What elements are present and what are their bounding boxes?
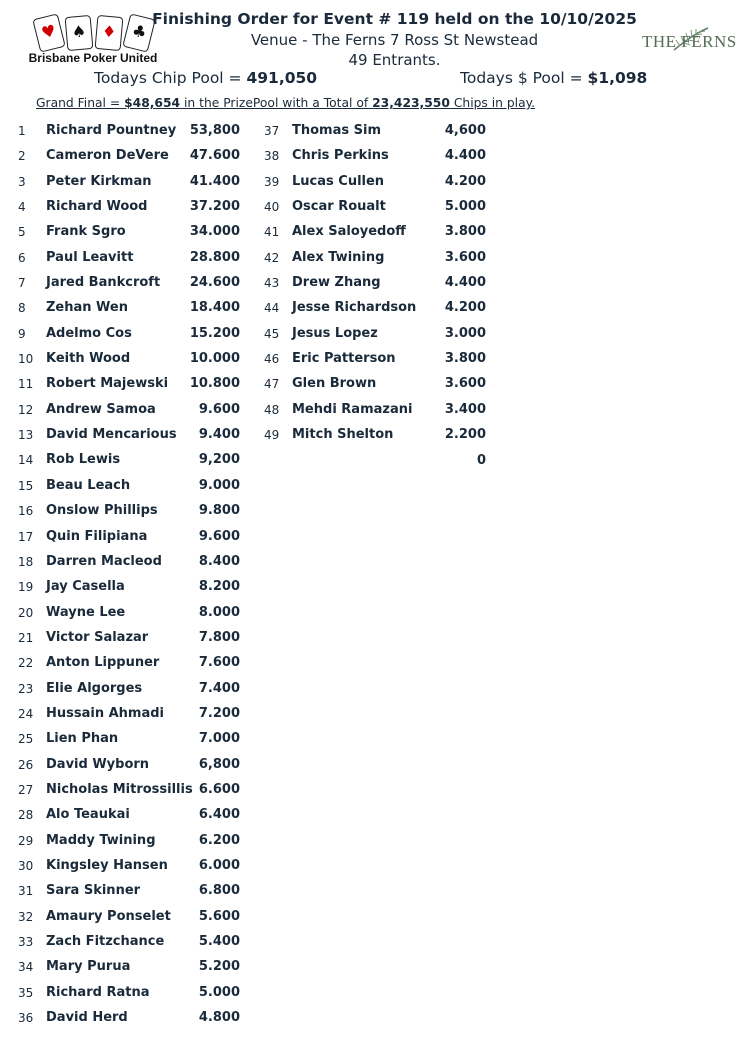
finish-position: 49 (264, 428, 280, 443)
finish-position: 31 (18, 884, 34, 899)
player-name: Cameron DeVere (46, 148, 169, 164)
player-name: Hussain Ahmadi (46, 705, 165, 721)
chip-count: 28.800 (189, 249, 240, 265)
player-name: David Herd (46, 1010, 128, 1026)
chip-count: 5.600 (198, 908, 240, 924)
finish-position: 13 (18, 428, 34, 443)
dollar-pool-value: $1,098 (587, 69, 648, 87)
chip-count: 15.200 (189, 325, 240, 341)
grand-final-chips: 23,423,550 (372, 96, 450, 110)
finish-position: 24 (18, 706, 34, 721)
chip-count: 4.800 (198, 1010, 240, 1026)
grand-final-amount: $48,654 (124, 96, 181, 110)
player-name: Alo Teaukai (46, 807, 130, 823)
chip-count: 3.400 (444, 401, 486, 417)
chip-count: 5.400 (198, 934, 240, 949)
player-name: Jesse Richardson (292, 300, 417, 316)
player-name: Beau Leach (46, 477, 131, 493)
player-name: Jay Casella (46, 579, 125, 595)
player-name: Mehdi Ramazani (292, 401, 413, 417)
player-name: Andrew Samoa (46, 401, 156, 417)
player-name: Victor Salazar (46, 629, 149, 645)
finish-position: 40 (264, 200, 280, 215)
finish-position: 47 (264, 377, 280, 392)
player-name: Richard Ratna (46, 984, 150, 1000)
finish-position: 16 (18, 504, 34, 519)
finish-position: 43 (264, 276, 280, 291)
player-name: Amaury Ponselet (46, 908, 171, 924)
finish-position: 6 (18, 250, 26, 265)
chip-count: 6.000 (198, 857, 240, 873)
chip-count: 37.200 (189, 199, 240, 215)
player-name: Jared Bankcroft (46, 275, 161, 291)
entrants-line: 49 Entrants. (348, 51, 441, 69)
finish-position: 11 (18, 377, 34, 392)
finish-position: 41 (264, 225, 280, 240)
chip-count: 7.000 (198, 731, 240, 747)
player-name: Robert Majewski (46, 376, 169, 392)
chip-count: 53,800 (189, 123, 240, 138)
finish-position: 10 (18, 352, 34, 367)
chip-count: 7.800 (198, 629, 240, 645)
finish-position: 4 (18, 200, 26, 215)
spade-card-icon: ♠ (65, 15, 94, 51)
player-name: Lien Phan (46, 731, 119, 747)
grand-final-prefix: Grand Final = (36, 96, 125, 110)
chip-pool-label: Todays Chip Pool = (94, 69, 247, 87)
chip-count: 9.400 (198, 427, 240, 443)
chip-count: 5.000 (198, 984, 240, 1000)
the-ferns-text: THE FERNS (642, 32, 737, 51)
finish-position: 7 (18, 276, 26, 291)
player-name: Anton Lippuner (46, 655, 160, 671)
chip-count: 47.600 (189, 148, 240, 164)
chip-count: 3.600 (444, 249, 486, 265)
player-name: David Wyborn (46, 756, 150, 772)
player-name: Eric Patterson (292, 351, 396, 367)
chip-count: 9.800 (198, 503, 240, 519)
finish-position: 27 (18, 782, 34, 797)
finish-position: 12 (18, 402, 34, 417)
player-name: Zach Fitzchance (46, 934, 165, 949)
chip-count: 2.200 (444, 427, 486, 443)
chip-count: 4.400 (444, 148, 486, 164)
logo-text: Brisbane Poker United (28, 51, 158, 65)
finish-position: 1 (18, 124, 26, 138)
player-name: Jesus Lopez (292, 325, 378, 341)
chip-count: 5.200 (198, 959, 240, 975)
diamond-card-icon: ♦ (95, 15, 124, 51)
player-name: Richard Wood (46, 199, 148, 215)
finish-position: 5 (18, 225, 26, 240)
chip-count: 9,200 (198, 452, 240, 468)
finish-position: 17 (18, 529, 34, 544)
finish-position: 44 (264, 301, 280, 316)
finish-position: 39 (264, 174, 280, 189)
chip-count: 8.200 (198, 579, 240, 595)
player-name: Kingsley Hansen (46, 857, 168, 873)
player-name: Chris Perkins (292, 148, 389, 164)
player-name: Mitch Shelton (292, 427, 394, 443)
chip-count: 4.400 (444, 275, 486, 291)
player-name: Onslow Phillips (46, 503, 158, 519)
finish-position: 37 (264, 124, 280, 138)
finish-position: 9 (18, 326, 26, 341)
player-name: Thomas Sim (292, 123, 382, 138)
chip-count: 34.000 (189, 224, 240, 240)
player-name: Richard Pountney (46, 123, 177, 138)
chip-count: 6.800 (198, 883, 240, 899)
chip-count: 8.400 (198, 553, 240, 569)
chip-count: 24.600 (189, 275, 240, 291)
chip-count: 9.600 (198, 528, 240, 544)
finish-position: 21 (18, 630, 34, 645)
chip-count: 3.600 (444, 376, 486, 392)
heart-card-icon: ♥ (32, 13, 65, 52)
finish-position: 34 (18, 960, 34, 975)
finish-position: 22 (18, 656, 34, 671)
player-name: Peter Kirkman (46, 173, 152, 189)
venue-line: Venue - The Ferns 7 Ross St Newstead (250, 31, 539, 49)
player-name: Maddy Twining (46, 832, 156, 848)
player-name: Glen Brown (292, 376, 377, 392)
player-name: Adelmo Cos (46, 325, 132, 341)
player-name: Alex Twining (292, 249, 385, 265)
finish-position: 42 (264, 250, 280, 265)
finish-position: 36 (18, 1011, 34, 1026)
finish-position: 46 (264, 352, 280, 367)
finish-position: 28 (18, 808, 34, 823)
chip-count: 6.400 (198, 807, 240, 823)
player-name: Alex Saloyedoff (292, 224, 406, 240)
club-card-icon: ♣ (122, 13, 155, 52)
finish-position: 32 (18, 909, 34, 924)
finish-position: 29 (18, 833, 34, 848)
grand-final-line (36, 96, 535, 110)
chip-count: 7.200 (198, 705, 240, 721)
chip-count: 18.400 (189, 300, 240, 316)
finish-position: 18 (18, 554, 34, 569)
dollar-pool (460, 69, 647, 87)
finish-position: 48 (264, 402, 280, 417)
player-name: Lucas Cullen (292, 173, 385, 189)
chip-count: 3.800 (444, 224, 486, 240)
finish-position: 25 (18, 732, 34, 747)
chip-count: 9.600 (198, 401, 240, 417)
player-name: Drew Zhang (292, 275, 381, 291)
chip-count: 6,800 (198, 756, 240, 772)
chip-count: 7.600 (198, 655, 240, 671)
finish-position: 23 (18, 681, 34, 696)
chip-count: 8.000 (198, 604, 240, 620)
right-column-total: 0 (476, 453, 486, 468)
chip-count: 6.600 (198, 781, 240, 797)
finish-position: 15 (18, 478, 34, 493)
player-name: Wayne Lee (46, 604, 126, 620)
player-name: Zehan Wen (46, 300, 128, 316)
chip-count: 10.800 (189, 376, 240, 392)
chip-count: 41.400 (189, 173, 240, 189)
player-name: Keith Wood (46, 351, 131, 367)
player-name: Frank Sgro (46, 224, 126, 240)
chip-pool (94, 69, 317, 87)
chip-pool-value: 491,050 (246, 69, 318, 87)
chip-count: 10.000 (189, 351, 240, 367)
player-name: Elie Algorges (46, 680, 143, 696)
dollar-pool-label: Todays $ Pool = (460, 69, 588, 87)
player-name: Mary Purua (46, 959, 131, 975)
chip-count: 4,600 (444, 123, 486, 138)
player-name: Quin Filipiana (46, 528, 148, 544)
chip-count: 5.000 (444, 199, 486, 215)
player-name: Oscar Roualt (292, 199, 386, 215)
player-name: Sara Skinner (46, 883, 141, 899)
finish-position: 19 (18, 580, 34, 595)
chip-count: 7.400 (198, 680, 240, 696)
grand-final-middle: in the PrizePool with a Total of (180, 96, 373, 110)
player-name: Nicholas Mitrossillis (46, 781, 193, 797)
finish-position: 38 (264, 149, 280, 164)
page-title: Finishing Order for Event # 119 held on the 10/10/2025 (152, 10, 637, 28)
grand-final-suffix: Chips in play. (449, 96, 536, 110)
finish-position: 45 (264, 326, 280, 341)
finish-position: 33 (18, 935, 34, 949)
chip-count: 3.000 (444, 325, 486, 341)
player-name: Rob Lewis (46, 452, 121, 468)
chip-count: 4.200 (444, 300, 486, 316)
finish-position: 14 (18, 453, 34, 468)
chip-count: 6.200 (198, 832, 240, 848)
finish-position: 20 (18, 605, 34, 620)
finish-position: 8 (18, 301, 26, 316)
finish-position: 35 (18, 985, 34, 1000)
finish-position: 2 (18, 149, 26, 164)
player-name: Darren Macleod (46, 553, 162, 569)
chip-count: 4.200 (444, 173, 486, 189)
player-name: Paul Leavitt (46, 249, 134, 265)
finish-position: 30 (18, 858, 34, 873)
finish-position: 26 (18, 757, 34, 772)
chip-count: 3.800 (444, 351, 486, 367)
finish-position: 3 (18, 174, 26, 189)
player-name: David Mencarious (46, 427, 177, 443)
chip-count: 9.000 (198, 477, 240, 493)
